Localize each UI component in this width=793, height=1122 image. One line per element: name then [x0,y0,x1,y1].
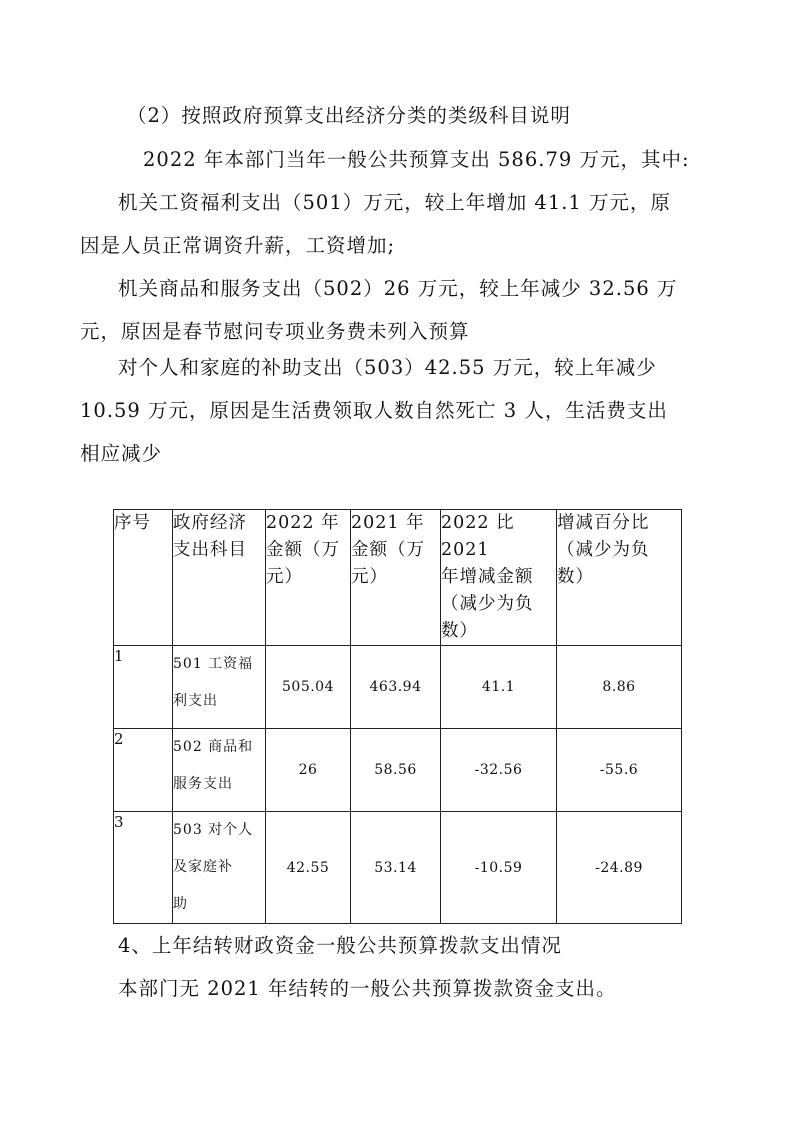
header-amount-2022: 2022 年 金额（万 元） [266,510,351,646]
paragraph-501-line1: 机关工资福利支出（501）万元，较上年增加 41.1 万元，原 [118,191,672,214]
row-amount-2022: 42.55 [266,812,351,924]
section-heading: （2）按照政府预算支出经济分类的类级科目说明 [127,104,571,127]
row-change: -32.56 [441,729,557,812]
paragraph-503-line3: 相应减少 [80,442,163,465]
header-percent: 增减百分比 （减少为负 数） [557,510,682,646]
row-percent: 8.86 [557,646,682,729]
expenditure-table [113,509,682,924]
row-change: 41.1 [441,646,557,729]
row-amount-2022: 505.04 [266,646,351,729]
paragraph-503-line2: 10.59 万元，原因是生活费领取人数自然死亡 3 人，生活费支出 [80,399,668,422]
row-category: 503 对个人 及家庭补 助 [173,812,266,924]
header-amount-2021: 2021 年 金额（万 元） [351,510,441,646]
row-percent: -24.89 [557,812,682,924]
row-index: 1 [114,646,173,729]
row-amount-2021: 58.56 [351,729,441,812]
row-category: 502 商品和 服务支出 [173,729,266,812]
header-index: 序号 [114,510,173,646]
row-percent: -55.6 [557,729,682,812]
paragraph-503-line1: 对个人和家庭的补助支出（503）42.55 万元，较上年减少 [118,356,657,379]
paragraph-502-line2: 元，原因是春节慰问专项业务费未列入预算 [80,320,470,343]
section4-body: 本部门无 2021 年结转的一般公共预算拨款资金支出。 [118,977,617,1000]
paragraph-501-line2: 因是人员正常调资升薪，工资增加; [80,234,396,257]
row-amount-2022: 26 [266,729,351,812]
row-amount-2021: 53.14 [351,812,441,924]
row-change: -10.59 [441,812,557,924]
section4-title: 4、上年结转财政资金一般公共预算拨款支出情况 [118,934,562,957]
row-index: 3 [114,812,173,924]
table-row [114,729,682,812]
paragraph-502-line1: 机关商品和服务支出（502）26 万元，较上年减少 32.56 万 [118,277,678,300]
row-amount-2021: 463.94 [351,646,441,729]
table-row [114,812,682,924]
row-index: 2 [114,729,173,812]
row-category: 501 工资福 利支出 [173,646,266,729]
table-header-row [114,510,682,646]
table-row [114,646,682,729]
paragraph-total-expenditure: 2022 年本部门当年一般公共预算支出 586.79 万元，其中: [143,148,690,171]
header-change: 2022 比 2021 年增减金额 （减少为负 数） [441,510,557,646]
header-category: 政府经济 支出科目 [173,510,266,646]
